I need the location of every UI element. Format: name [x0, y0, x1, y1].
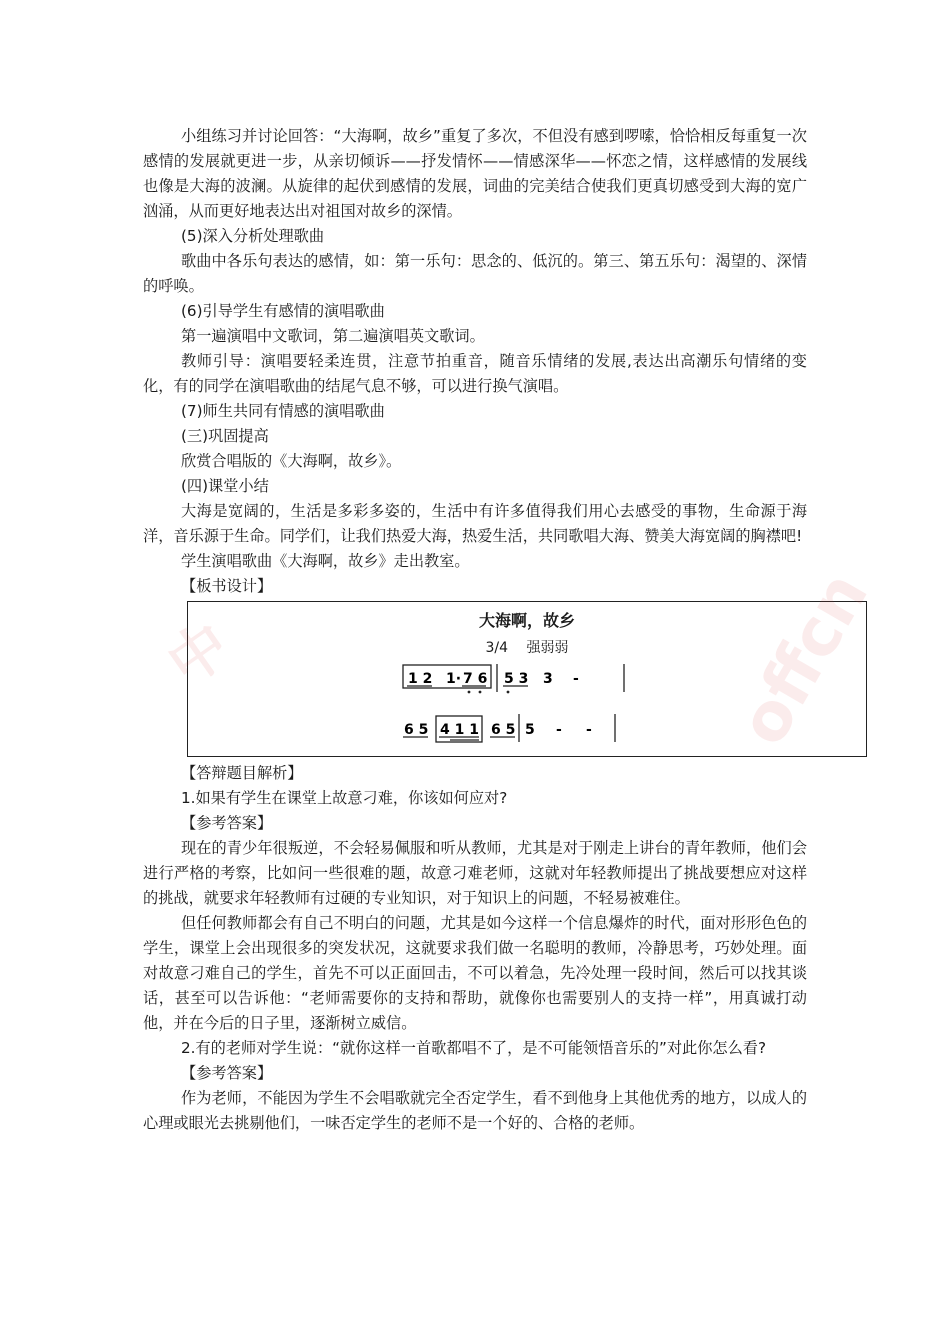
score-note: -: [586, 722, 592, 738]
bottom-paragraphs: [143, 761, 807, 1136]
paragraph: 但任何教师都会有自己不明白的问题，尤其是如今这样一个信息爆炸的时代，面对形形色色的学生，课堂上会出现很多的突发状况，这就要求我们做一名聪明的教师，冷静思考，巧妙处理。面对故意刁难自己的学生，首先不可以正面回击，不可以着急，先冷处理一段时间，然后可以找其谈话，甚至可以告诉他：“老师需要你的支持和帮助，就像你也需要别人的支持一样”，用真诚打动他，并在今后的日子里，逐渐树立威信。: [143, 914, 807, 1032]
paragraph: 小组练习并讨论回答：“大海啊，故乡”重复了多次，不但没有感到啰嗦，恰恰相反每重复一次感情的发展就更进一步，从亲切倾诉——抒发情怀——情感深华——怀恋之情，这样感情的发展线也像是大海的波澜。从旋律的起伏到感情的发展，词曲的完美结合使我们更真切感受到大海的宽广汹涌，从而更好地表达出对祖国对故乡的深情。: [143, 127, 807, 220]
score-note: -: [573, 671, 579, 687]
score-note: 6 5: [404, 722, 429, 738]
watermark-right: offcn: [723, 559, 884, 758]
bracket-heading: 【参考答案】: [181, 814, 273, 832]
section-heading: (5)深入分析处理歌曲: [181, 227, 325, 245]
top-paragraphs: [143, 124, 807, 599]
paragraph: 作为老师，不能因为学生不会唱歌就完全否定学生，看不到他身上其他优秀的地方，以成人的心理或眼光去挑剔他们，一味否定学生的老师不是一个好的、合格的老师。: [143, 1089, 807, 1132]
score-note: 7 6: [463, 671, 488, 687]
board-meter: 3/4 强弱弱: [485, 640, 569, 656]
score-note: 5: [525, 722, 535, 738]
paragraph: 2.有的老师对学生说：“就你这样一首歌都唱不了，是不可能领悟音乐的”对此你怎么看?: [181, 1039, 767, 1057]
score-note: 3: [543, 671, 553, 687]
score-note: 6 5: [491, 722, 516, 738]
bracket-heading: 【板书设计】: [181, 577, 273, 595]
section-heading: (6)引导学生有感情的演唱歌曲: [181, 302, 385, 320]
paragraph: 学生演唱歌曲《大海啊，故乡》走出教室。: [181, 552, 470, 570]
bracket-heading: 【参考答案】: [181, 1064, 273, 1082]
paragraph: 歌曲中各乐句表达的感情，如：第一乐句：思念的、低沉的。第三、第五乐句：渴望的、深情的呼唤。: [143, 252, 807, 295]
section-heading: (三)巩固提高: [181, 427, 269, 445]
paragraph: 第一遍演唱中文歌词，第二遍演唱英文歌词。: [181, 327, 485, 345]
low-dot: [468, 691, 471, 694]
paragraph: 大海是宽阔的，生活是多彩多姿的，生活中有许多值得我们用心去感受的事物，生命源于海洋，音乐源于生命。同学们，让我们热爱大海，热爱生活，共同歌唱大海、赞美大海宽阔的胸襟吧!: [143, 502, 807, 545]
paragraph: 欣赏合唱版的《大海啊，故乡》。: [181, 452, 402, 470]
bracket-heading: 【答辩题目解析】: [181, 764, 303, 782]
document-body: [143, 124, 884, 1136]
paragraph: 现在的青少年很叛逆，不会轻易佩服和听从教师，尤其是对于刚走上讲台的青年教师，他们会进行严格的考察，比如问一些很难的题，故意刁难老师，这就对年轻教师提出了挑战要想应对这样的挑战，就要求年轻教师有过硬的专业知识，对于知识上的问题，不轻易被难住。: [143, 839, 807, 907]
score-note: 4 1 1: [440, 722, 479, 738]
score-note: 5 3: [504, 671, 529, 687]
score-notation: [188, 602, 868, 758]
score-note: 1 2: [408, 671, 433, 687]
score-note: 1·: [446, 671, 462, 687]
paragraph: 1.如果有学生在课堂上故意刁难，你该如何应对?: [181, 789, 508, 807]
board-title: 大海啊，故乡: [478, 611, 575, 630]
section-heading: (7)师生共同有情感的演唱歌曲: [181, 402, 385, 420]
section-heading: (四)课堂小结: [181, 477, 269, 495]
paragraph: 教师引导：演唱要轻柔连贯，注意节拍重音，随音乐情绪的发展,表达出高潮乐句情绪的变化，有的同学在演唱歌曲的结尾气息不够，可以进行换气演唱。: [143, 352, 807, 395]
watermark-left: 中: [155, 609, 242, 699]
low-dot: [479, 691, 482, 694]
score-note: -: [556, 722, 562, 738]
low-dot: [507, 691, 510, 694]
